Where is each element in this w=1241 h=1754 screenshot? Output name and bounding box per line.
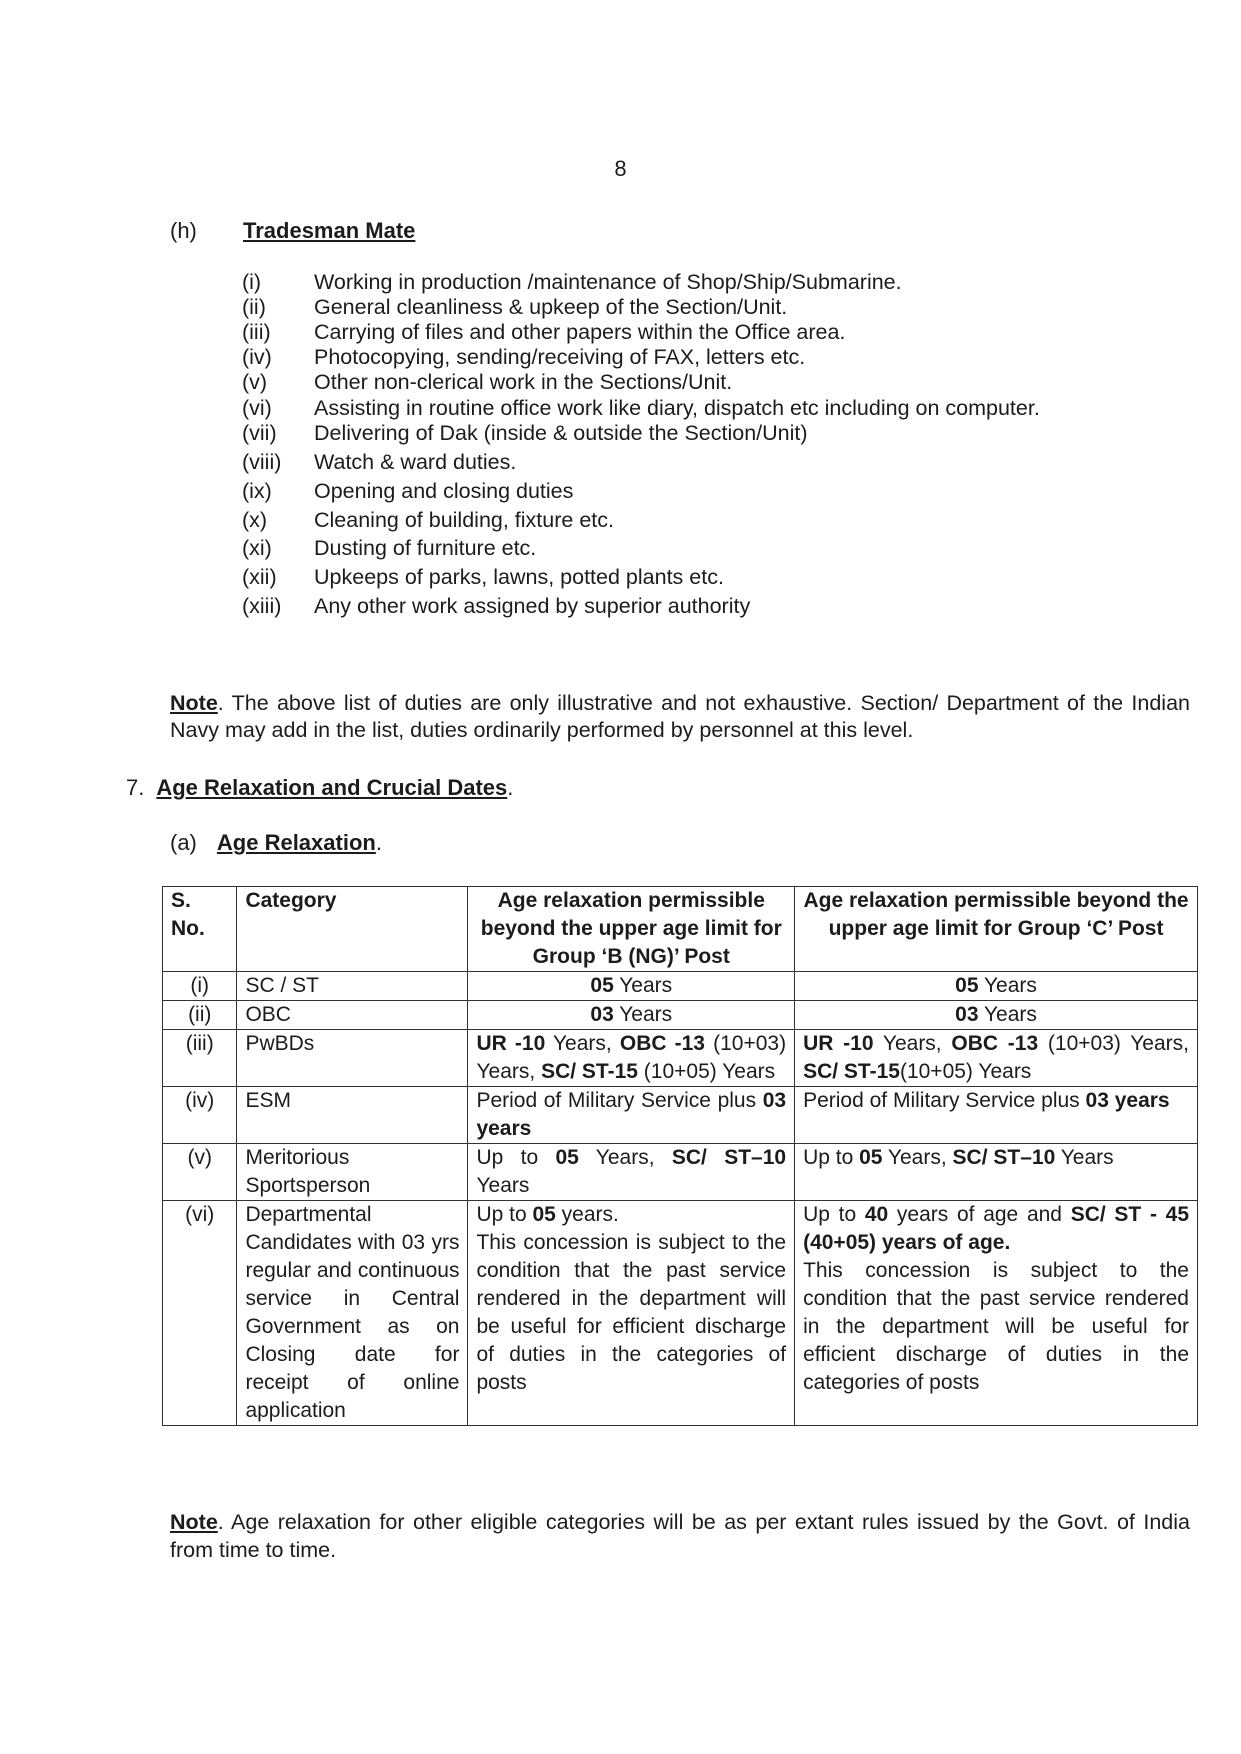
cell-category: Meritorious Sportsperson — [237, 1144, 468, 1201]
duty-text: Opening and closing duties — [314, 479, 574, 503]
cell-group-c: 05 Years — [795, 972, 1198, 1001]
cell-group-b: Up to 05 years. This concession is subject to the condition that the past service rendered in the department will be useful for efficient discharge of duties in the categories of posts — [468, 1201, 795, 1426]
section-h-title: Tradesman Mate — [243, 218, 416, 243]
note-label: Note — [170, 1510, 218, 1534]
duty-text: Dusting of furniture etc. — [314, 536, 537, 560]
duty-number: (xiii) — [242, 594, 282, 618]
duty-number: (xii) — [242, 565, 277, 589]
header-group-c: Age relaxation permissible beyond the upper age limit for Group ‘C’ Post — [795, 887, 1198, 972]
cell-sno: (vi) — [163, 1201, 237, 1426]
duty-text: Working in production /maintenance of Shop/Ship/Submarine. — [314, 270, 902, 294]
duty-number: (ix) — [242, 479, 272, 503]
duty-number: (iii) — [242, 320, 271, 344]
subsection-suffix: . — [375, 830, 382, 855]
duty-number: (vi) — [242, 396, 272, 420]
note-age-relaxation — [170, 1508, 1190, 1564]
table-row — [163, 1087, 1198, 1144]
table-row — [163, 1201, 1198, 1426]
duty-text: Cleaning of building, fixture etc. — [314, 508, 614, 532]
cell-group-b: UR -10 Years, OBC -13 (10+03) Years, SC/ ST-15 (10+05) Years — [468, 1030, 795, 1087]
cell-group-b: Up to 05 Years, SC/ ST–10 Years — [468, 1144, 795, 1201]
note-duties — [170, 690, 1190, 744]
note-text: . The above list of duties are only illustrative and not exhaustive. Section/ Department of the Indian Navy may add in the list, duties ordinarily performed by personnel at this level. — [170, 691, 1190, 742]
header-group-b: Age relaxation permissible beyond the upper age limit for Group ‘B (NG)’ Post — [468, 887, 795, 972]
subsection-label: (a) — [170, 830, 197, 855]
duty-text: Delivering of Dak (inside & outside the Section/Unit) — [314, 421, 808, 445]
duty-text: Watch & ward duties. — [314, 450, 517, 474]
age-relaxation-table — [162, 886, 1198, 1426]
note-text: . Age relaxation for other eligible categories will be as per extant rules issued by the Govt. of India from time to time. — [170, 1510, 1190, 1562]
duty-text: Other non-clerical work in the Sections/Unit. — [314, 370, 733, 394]
cell-category: ESM — [237, 1087, 468, 1144]
subsection-title: Age Relaxation — [216, 830, 376, 855]
duty-text: Carrying of files and other papers within the Office area. — [314, 320, 846, 344]
header-sno: S. No. — [163, 887, 237, 972]
cell-sno: (v) — [163, 1144, 237, 1201]
cell-category: OBC — [237, 1001, 468, 1030]
header-category: Category — [237, 887, 468, 972]
subsection-a-heading — [170, 830, 382, 856]
note-label: Note — [170, 691, 218, 715]
duty-text: General cleanliness & upkeep of the Section/Unit. — [314, 295, 788, 319]
cell-group-c: UR -10 Years, OBC -13 (10+03) Years, SC/ ST-15(10+05) Years — [795, 1030, 1198, 1087]
cell-group-b: 05 Years — [468, 972, 795, 1001]
cell-group-c: Period of Military Service plus 03 years — [795, 1087, 1198, 1144]
cell-sno: (iv) — [163, 1087, 237, 1144]
duty-number: (xi) — [242, 536, 272, 560]
cell-group-c: 03 Years — [795, 1001, 1198, 1030]
duty-text: Assisting in routine office work like diary, dispatch etc including on computer. — [314, 396, 1040, 420]
duty-number: (iv) — [242, 345, 272, 369]
table-row — [163, 1144, 1198, 1201]
cell-sno: (iii) — [163, 1030, 237, 1087]
duty-number: (ii) — [242, 295, 266, 319]
cell-sno: (i) — [163, 972, 237, 1001]
table-header-row — [163, 887, 1198, 972]
section-h-label: (h) — [170, 218, 197, 243]
duty-number: (vii) — [242, 421, 277, 445]
section-title: Age Relaxation and Crucial Dates — [156, 775, 508, 800]
cell-sno: (ii) — [163, 1001, 237, 1030]
cell-category: PwBDs — [237, 1030, 468, 1087]
cell-group-b: 03 Years — [468, 1001, 795, 1030]
cell-group-b: Period of Military Service plus 03 years — [468, 1087, 795, 1144]
duty-text: Any other work assigned by superior authority — [314, 594, 751, 618]
duty-number: (x) — [242, 508, 268, 532]
cell-category: Departmental Candidates with 03 yrs regular and continuous service in Central Government as on Closing date for receipt of online application — [237, 1201, 468, 1426]
table-row — [163, 972, 1198, 1001]
duty-number: (i) — [242, 270, 262, 294]
section-suffix: . — [507, 775, 514, 800]
cell-category: SC / ST — [237, 972, 468, 1001]
duty-text: Photocopying, sending/receiving of FAX, letters etc. — [314, 345, 806, 369]
table-row — [163, 1001, 1198, 1030]
page-number: 8 — [614, 156, 627, 181]
cell-group-c: Up to 05 Years, SC/ ST–10 Years — [795, 1144, 1198, 1201]
section-7-heading — [126, 775, 513, 801]
duty-number: (v) — [242, 370, 268, 394]
table-row — [163, 1030, 1198, 1087]
section-number: 7. — [126, 775, 145, 800]
duty-text: Upkeeps of parks, lawns, potted plants etc. — [314, 565, 724, 589]
cell-group-c: Up to 40 years of age and SC/ ST - 45 (40+05) years of age. This concession is subject to the condition that the past service rendered in the department will be useful for efficient discharge of duties in the categories of posts — [795, 1201, 1198, 1426]
duty-number: (viii) — [242, 450, 282, 474]
